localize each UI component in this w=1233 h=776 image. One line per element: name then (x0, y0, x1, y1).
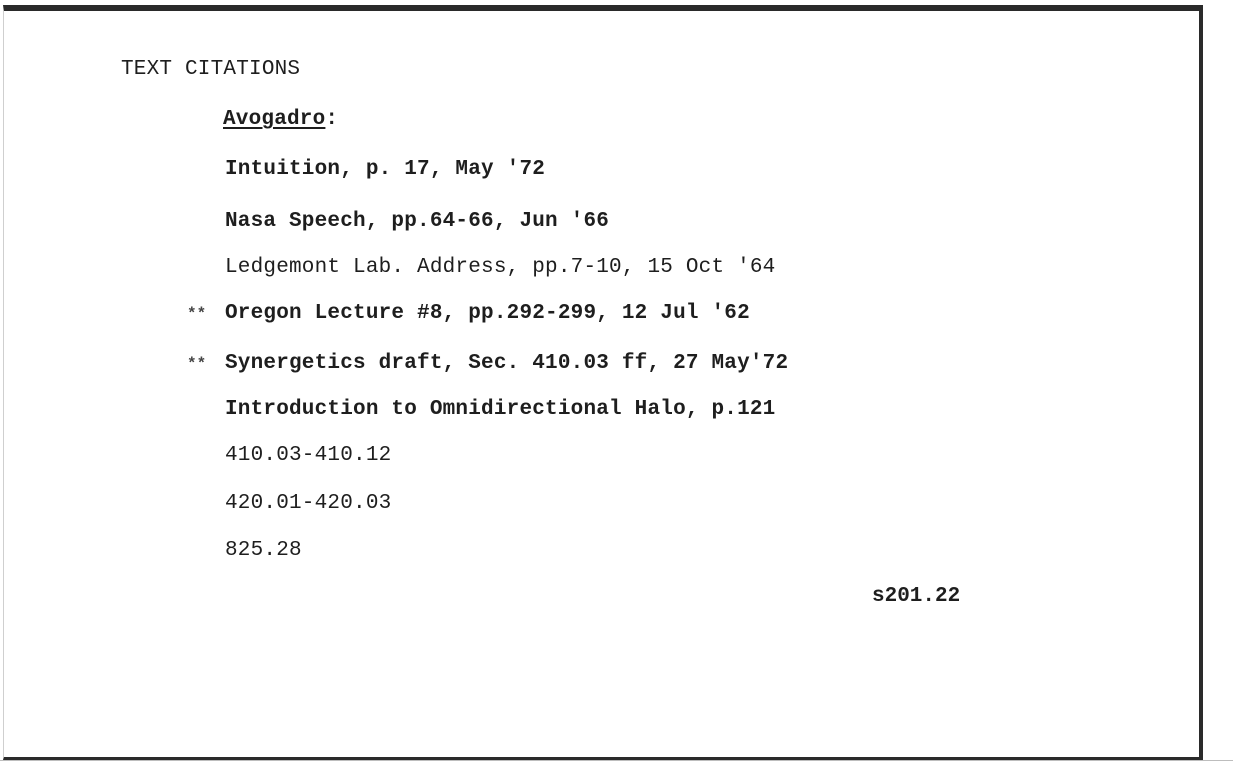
citation-line: Ledgemont Lab. Address, pp.7-10, 15 Oct '64 (225, 256, 776, 279)
next-card-edge (0, 760, 1233, 776)
citation-line: Nasa Speech, pp.64-66, Jun '66 (225, 210, 610, 233)
citation-line: 410.03-410.12 (225, 444, 392, 467)
author-label (223, 107, 338, 133)
citation-marker: ** (187, 355, 207, 373)
card-heading: TEXT CITATIONS (121, 58, 301, 81)
author-suffix: : (325, 108, 339, 131)
citation-card (3, 5, 1203, 760)
citation-line: Oregon Lecture #8, pp.292-299, 12 Jul '62 (225, 302, 750, 325)
citation-marker: ** (187, 305, 207, 323)
citation-line: Synergetics draft, Sec. 410.03 ff, 27 May'72 (225, 352, 789, 375)
citation-line: Introduction to Omnidirectional Halo, p.121 (225, 398, 776, 421)
author-name: Avogadro (223, 108, 326, 131)
citation-line: 825.28 (225, 539, 302, 562)
citation-line: 420.01-420.03 (225, 492, 392, 515)
citation-line: Intuition, p. 17, May '72 (225, 158, 546, 181)
reference-number: s201.22 (872, 585, 961, 608)
